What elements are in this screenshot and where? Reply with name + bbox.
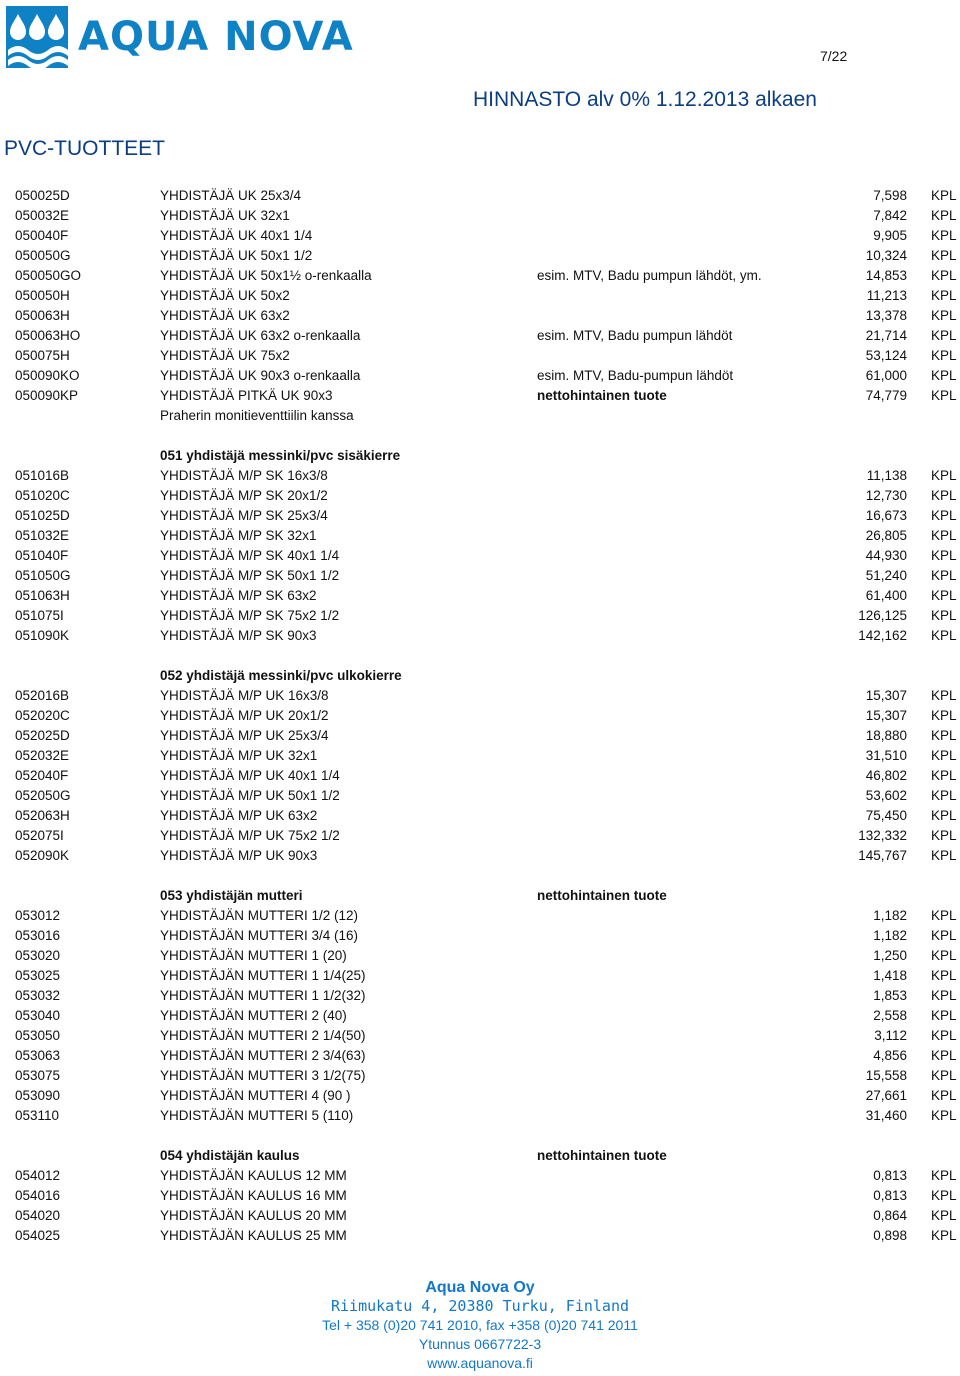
- product-code: 052032E: [15, 748, 70, 763]
- table-row: [0, 966, 960, 986]
- product-code: 051050G: [15, 568, 71, 583]
- product-unit: KPL: [931, 1008, 957, 1023]
- group-title: 051 yhdistäjä messinki/pvc sisäkierre: [160, 448, 401, 463]
- table-row: [0, 326, 960, 346]
- product-price: 132,332: [858, 828, 907, 843]
- product-description: YHDISTÄJÄN KAULUS 16 MM: [160, 1188, 347, 1203]
- product-unit: KPL: [931, 1188, 957, 1203]
- table-row: [0, 1166, 960, 1186]
- product-unit: KPL: [931, 988, 957, 1003]
- product-unit: KPL: [931, 588, 957, 603]
- product-code: 050050GO: [15, 268, 82, 283]
- product-unit: KPL: [931, 608, 957, 623]
- logo: [6, 6, 354, 68]
- product-unit: KPL: [931, 368, 957, 383]
- footer-website[interactable]: www.aquanova.fi: [427, 1355, 533, 1371]
- product-description: YHDISTÄJÄN MUTTERI 2 1/4(50): [160, 1028, 366, 1043]
- product-code: 053025: [15, 968, 61, 983]
- product-price: 15,558: [865, 1068, 907, 1083]
- product-price: 142,162: [858, 628, 907, 643]
- product-description: YHDISTÄJÄ M/P UK 25x3/4: [160, 728, 329, 743]
- product-unit: KPL: [931, 828, 957, 843]
- product-description: YHDISTÄJÄN MUTTERI 1 1/4(25): [160, 968, 366, 983]
- product-description: YHDISTÄJÄ M/P SK 25x3/4: [160, 508, 328, 523]
- product-unit: KPL: [931, 848, 957, 863]
- product-description: YHDISTÄJÄ M/P SK 75x2 1/2: [160, 608, 340, 623]
- product-code: 050040F: [15, 228, 69, 243]
- product-unit: KPL: [931, 388, 957, 403]
- product-code: 052090K: [15, 848, 70, 863]
- product-code: 051090K: [15, 628, 70, 643]
- table-row: [0, 626, 960, 646]
- group-title: 053 yhdistäjän mutteri: [160, 888, 303, 903]
- footer-company: Aqua Nova Oy: [425, 1279, 535, 1296]
- product-unit: KPL: [931, 928, 957, 943]
- product-code: 051020C: [15, 488, 70, 503]
- product-price: 51,240: [865, 568, 907, 583]
- table-row: [0, 726, 960, 746]
- group-note: nettohintainen tuote: [537, 1148, 667, 1163]
- product-code: 050075H: [15, 348, 70, 363]
- product-price: 1,182: [873, 908, 907, 923]
- product-code: 053020: [15, 948, 61, 963]
- product-unit: KPL: [931, 1028, 957, 1043]
- product-description: YHDISTÄJÄN MUTTERI 4 (90 ): [160, 1088, 351, 1103]
- product-unit: KPL: [931, 348, 957, 363]
- product-unit: KPL: [931, 548, 957, 563]
- table-row: [0, 1226, 960, 1246]
- product-code: 054016: [15, 1188, 61, 1203]
- product-price: 21,714: [865, 328, 907, 343]
- product-description: YHDISTÄJÄ M/P SK 63x2: [160, 588, 317, 603]
- product-unit: KPL: [931, 308, 957, 323]
- product-code: 053040: [15, 1008, 61, 1023]
- product-price: 74,779: [865, 388, 907, 403]
- table-row: [0, 586, 960, 606]
- table-row: [0, 406, 960, 426]
- product-code: 054025: [15, 1228, 61, 1243]
- product-description: YHDISTÄJÄ M/P UK 50x1 1/2: [160, 788, 340, 803]
- table-row: [0, 946, 960, 966]
- table-row: [0, 506, 960, 526]
- product-price: 13,378: [865, 308, 907, 323]
- table-row: [0, 846, 960, 866]
- product-price: 9,905: [873, 228, 907, 243]
- table-row: [0, 1086, 960, 1106]
- product-unit: KPL: [931, 188, 957, 203]
- product-price: 53,602: [865, 788, 907, 803]
- product-code: 051063H: [15, 588, 70, 603]
- product-price: 1,250: [873, 948, 907, 963]
- table-row: [0, 826, 960, 846]
- product-unit: KPL: [931, 708, 957, 723]
- product-description: YHDISTÄJÄ M/P SK 50x1 1/2: [160, 568, 340, 583]
- product-price: 3,112: [874, 1028, 907, 1043]
- product-price: 0,898: [873, 1228, 907, 1243]
- product-price: 0,864: [873, 1208, 907, 1223]
- product-price: 7,842: [873, 208, 907, 223]
- product-unit: KPL: [931, 1228, 957, 1243]
- footer-address: Riimukatu 4, 20380 Turku, Finland: [330, 1297, 629, 1315]
- product-price: 4,856: [873, 1048, 907, 1063]
- product-code: 052020C: [15, 708, 70, 723]
- product-description: YHDISTÄJÄ UK 90x3 o-renkaalla: [160, 368, 361, 383]
- product-unit: KPL: [931, 968, 957, 983]
- product-unit: KPL: [931, 1068, 957, 1083]
- table-row: [0, 466, 960, 486]
- product-unit: KPL: [931, 208, 957, 223]
- product-unit: KPL: [931, 248, 957, 263]
- product-description: YHDISTÄJÄN MUTTERI 5 (110): [160, 1108, 354, 1123]
- table-row: [0, 986, 960, 1006]
- product-description: YHDISTÄJÄN MUTTERI 1/2 (12): [160, 908, 359, 923]
- footer-business-id: Ytunnus 0667722-3: [418, 1336, 542, 1352]
- product-description: YHDISTÄJÄ M/P UK 20x1/2: [160, 708, 329, 723]
- product-description: YHDISTÄJÄ UK 50x2: [160, 288, 290, 303]
- product-code: 053016: [15, 928, 61, 943]
- product-description: YHDISTÄJÄ UK 40x1 1/4: [160, 228, 313, 243]
- product-unit: KPL: [931, 228, 957, 243]
- product-description: YHDISTÄJÄN MUTTERI 1 1/2(32): [160, 988, 366, 1003]
- table-row: [0, 526, 960, 546]
- product-description: YHDISTÄJÄ UK 63x2: [160, 308, 290, 323]
- table-row: [0, 1066, 960, 1086]
- product-price: 75,450: [865, 808, 907, 823]
- product-price: 61,000: [865, 368, 907, 383]
- product-code: 053063: [15, 1048, 61, 1063]
- product-price: 2,558: [873, 1008, 907, 1023]
- product-description: YHDISTÄJÄ UK 25x3/4: [160, 188, 302, 203]
- table-row: [0, 566, 960, 586]
- product-description: YHDISTÄJÄ UK 75x2: [160, 348, 290, 363]
- product-price: 1,853: [873, 988, 907, 1003]
- product-unit: KPL: [931, 268, 957, 283]
- table-row: [0, 766, 960, 786]
- product-description: YHDISTÄJÄ M/P UK 75x2 1/2: [160, 828, 340, 843]
- table-row: [0, 286, 960, 306]
- product-unit: KPL: [931, 1108, 957, 1123]
- product-price: 31,460: [865, 1108, 907, 1123]
- product-price: 14,853: [865, 268, 907, 283]
- product-unit: KPL: [931, 908, 957, 923]
- product-unit: KPL: [931, 768, 957, 783]
- product-code: 053012: [15, 908, 61, 923]
- product-price: 10,324: [865, 248, 907, 263]
- product-unit: KPL: [931, 328, 957, 343]
- water-drops-logo-icon: [6, 6, 68, 68]
- product-code: 051016B: [15, 468, 70, 483]
- table-row: [0, 346, 960, 366]
- product-description: YHDISTÄJÄ M/P UK 32x1: [160, 748, 318, 763]
- product-code: 051032E: [15, 528, 70, 543]
- product-unit: KPL: [931, 788, 957, 803]
- product-code: 052050G: [15, 788, 71, 803]
- product-price: 0,813: [873, 1168, 907, 1183]
- product-description: Praherin monitieventtiilin kanssa: [160, 408, 354, 423]
- table-row: [0, 746, 960, 766]
- product-description: YHDISTÄJÄ UK 32x1: [160, 208, 290, 223]
- product-price: 27,661: [865, 1088, 907, 1103]
- product-unit: KPL: [931, 488, 957, 503]
- product-description: YHDISTÄJÄN MUTTERI 2 (40): [160, 1008, 347, 1023]
- product-code: 053110: [15, 1108, 60, 1123]
- product-unit: KPL: [931, 748, 957, 763]
- table-row: [0, 1026, 960, 1046]
- product-code: 054012: [15, 1168, 61, 1183]
- table-row: [0, 1006, 960, 1026]
- table-row: [0, 706, 960, 726]
- product-description: YHDISTÄJÄ M/P SK 20x1/2: [160, 488, 328, 503]
- product-code: 051025D: [15, 508, 70, 523]
- product-code: 050050G: [15, 248, 71, 263]
- pricelist-title: HINNASTO alv 0% 1.12.2013 alkaen: [473, 88, 817, 111]
- product-unit: KPL: [931, 948, 957, 963]
- product-price: 53,124: [865, 348, 907, 363]
- product-code: 051040F: [15, 548, 69, 563]
- product-unit: KPL: [931, 1208, 957, 1223]
- table-row: [0, 686, 960, 706]
- product-description: YHDISTÄJÄ M/P SK 90x3: [160, 628, 317, 643]
- product-price: 31,510: [865, 748, 907, 763]
- product-unit: KPL: [931, 688, 957, 703]
- table-row: [0, 546, 960, 566]
- product-price: 0,813: [873, 1188, 907, 1203]
- product-description: YHDISTÄJÄ M/P UK 16x3/8: [160, 688, 329, 703]
- product-unit: KPL: [931, 1088, 957, 1103]
- product-note: esim. MTV, Badu-pumpun lähdöt: [537, 368, 734, 383]
- product-unit: KPL: [931, 728, 957, 743]
- product-unit: KPL: [931, 808, 957, 823]
- table-row: [0, 806, 960, 826]
- product-description: YHDISTÄJÄN MUTTERI 3/4 (16): [160, 928, 359, 943]
- product-description: YHDISTÄJÄ PITKÄ UK 90x3: [160, 388, 333, 403]
- product-code: 050063HO: [15, 328, 81, 343]
- table-row: [0, 266, 960, 286]
- product-description: YHDISTÄJÄN MUTTERI 3 1/2(75): [160, 1068, 366, 1083]
- table-row: [0, 246, 960, 266]
- table-row: [0, 926, 960, 946]
- group-title: 054 yhdistäjän kaulus: [160, 1148, 300, 1163]
- product-code: 050050H: [15, 288, 70, 303]
- product-code: 050025D: [15, 188, 70, 203]
- product-code: 050090KP: [15, 388, 79, 403]
- product-note: esim. MTV, Badu pumpun lähdöt: [537, 328, 733, 343]
- product-price: 15,307: [865, 688, 907, 703]
- product-price: 18,880: [865, 728, 907, 743]
- table-row: [0, 786, 960, 806]
- product-price: 11,213: [866, 288, 907, 303]
- product-description: YHDISTÄJÄN KAULUS 12 MM: [160, 1168, 347, 1183]
- product-description: YHDISTÄJÄN MUTTERI 1 (20): [160, 948, 347, 963]
- product-code: 052016B: [15, 688, 70, 703]
- product-code: 052063H: [15, 808, 70, 823]
- product-description: YHDISTÄJÄ M/P SK 16x3/8: [160, 468, 328, 483]
- table-row: [0, 366, 960, 386]
- product-price: 12,730: [865, 488, 907, 503]
- product-description: YHDISTÄJÄ M/P SK 40x1 1/4: [160, 548, 340, 563]
- product-description: YHDISTÄJÄ M/P UK 40x1 1/4: [160, 768, 340, 783]
- product-code: 050090KO: [15, 368, 80, 383]
- product-note: nettohintainen tuote: [537, 388, 667, 403]
- product-code: 052040F: [15, 768, 69, 783]
- product-code: 053075: [15, 1068, 61, 1083]
- product-unit: KPL: [931, 568, 957, 583]
- product-unit: KPL: [931, 628, 957, 643]
- table-row: [0, 1186, 960, 1206]
- product-description: YHDISTÄJÄ M/P UK 63x2: [160, 808, 318, 823]
- product-code: 050032E: [15, 208, 70, 223]
- product-price: 46,802: [865, 768, 907, 783]
- product-unit: KPL: [931, 1168, 957, 1183]
- group-title: 052 yhdistäjä messinki/pvc ulkokierre: [160, 668, 402, 683]
- table-row: [0, 226, 960, 246]
- table-row: [0, 206, 960, 226]
- product-price: 11,138: [866, 468, 907, 483]
- table-row: [0, 606, 960, 626]
- product-price: 145,767: [858, 848, 907, 863]
- product-code: 053090: [15, 1088, 61, 1103]
- table-row: [0, 1206, 960, 1226]
- table-row: [0, 486, 960, 506]
- footer: [0, 1278, 960, 1373]
- product-price: 1,418: [873, 968, 907, 983]
- section-title: PVC-TUOTTEET: [4, 137, 165, 160]
- product-code: 054020: [15, 1208, 61, 1223]
- product-price: 126,125: [858, 608, 907, 623]
- product-price: 44,930: [865, 548, 907, 563]
- brand-name: AQUA NOVA: [78, 14, 354, 60]
- page-number: 7/22: [820, 48, 848, 64]
- product-code: 052025D: [15, 728, 70, 743]
- product-unit: KPL: [931, 1048, 957, 1063]
- product-code: 053032: [15, 988, 61, 1003]
- product-description: YHDISTÄJÄ UK 50x1½ o-renkaalla: [160, 268, 372, 283]
- product-unit: KPL: [931, 528, 957, 543]
- group-note: nettohintainen tuote: [537, 888, 667, 903]
- product-unit: KPL: [931, 468, 957, 483]
- table-row: [0, 386, 960, 406]
- product-price: 1,182: [873, 928, 907, 943]
- product-price: 15,307: [865, 708, 907, 723]
- product-description: YHDISTÄJÄN MUTTERI 2 3/4(63): [160, 1048, 366, 1063]
- product-description: YHDISTÄJÄ UK 63x2 o-renkaalla: [160, 328, 361, 343]
- product-description: YHDISTÄJÄ M/P UK 90x3: [160, 848, 318, 863]
- product-description: YHDISTÄJÄ M/P SK 32x1: [160, 528, 317, 543]
- product-note: esim. MTV, Badu pumpun lähdöt, ym.: [537, 268, 762, 283]
- product-price: 26,805: [865, 528, 907, 543]
- product-code: 053050: [15, 1028, 61, 1043]
- product-description: YHDISTÄJÄ UK 50x1 1/2: [160, 248, 313, 263]
- product-price: 16,673: [865, 508, 907, 523]
- product-price: 7,598: [873, 188, 907, 203]
- product-price: 61,400: [865, 588, 907, 603]
- product-description: YHDISTÄJÄN KAULUS 25 MM: [160, 1228, 347, 1243]
- footer-phone: Tel + 358 (0)20 741 2010, fax +358 (0)20 741 2011: [322, 1317, 638, 1333]
- product-code: 050063H: [15, 308, 70, 323]
- product-unit: KPL: [931, 288, 957, 303]
- table-row: [0, 186, 960, 206]
- table-row: [0, 1046, 960, 1066]
- product-description: YHDISTÄJÄN KAULUS 20 MM: [160, 1208, 347, 1223]
- table-row: [0, 1106, 960, 1126]
- table-row: [0, 306, 960, 326]
- table-row: [0, 906, 960, 926]
- product-code: 051075I: [15, 608, 64, 623]
- product-unit: KPL: [931, 508, 957, 523]
- product-code: 052075I: [15, 828, 64, 843]
